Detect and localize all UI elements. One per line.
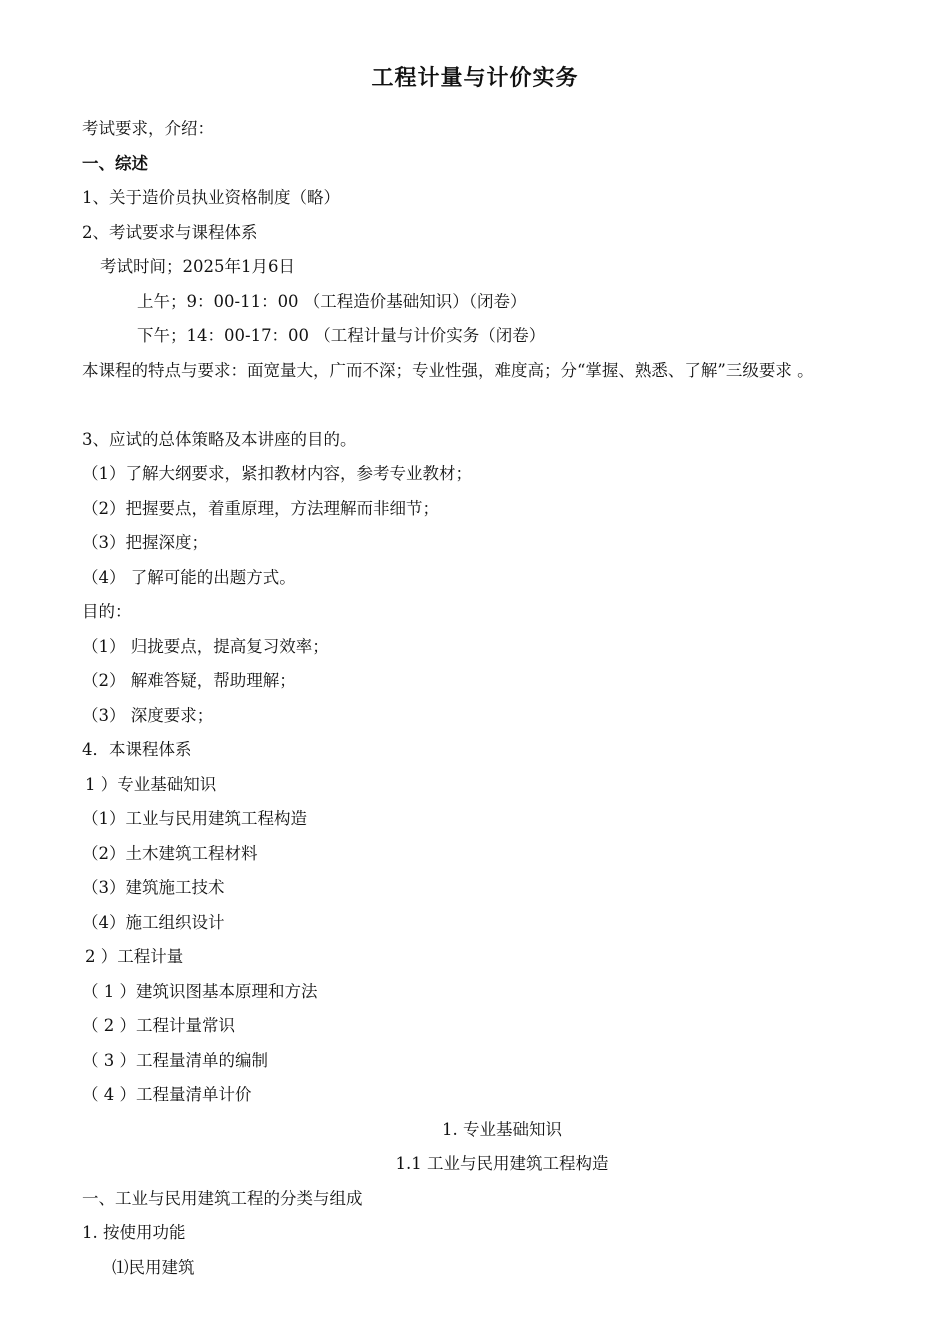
- list-item: （ 3 ）工程量清单的编制: [82, 1050, 268, 1070]
- list-item: （ 4 ）工程量清单计价: [82, 1085, 252, 1104]
- list-item: 2 ）工程计量: [85, 947, 184, 966]
- course-features-line: 本课程的特点与要求：面宽量大，广而不深；专业性强，难度高；分“掌握、熟悉、了解”三级要求 。: [82, 360, 814, 380]
- text-line: 4．本课程体系: [82, 740, 192, 759]
- list-item: （3） 深度要求；: [82, 705, 214, 725]
- text-line: 一、工业与民用建筑工程的分类与组成: [82, 1188, 363, 1208]
- subchapter-heading: 1.1 工业与民用建筑工程构造: [395, 1154, 609, 1173]
- text-line: 1、关于造价员执业资格制度（略）: [82, 188, 340, 207]
- section-heading-overview: 一、综述: [82, 153, 148, 173]
- list-item: （2）把握要点，着重原理，方法理解而非细节；: [82, 498, 439, 518]
- list-item: （4）施工组织设计: [82, 912, 225, 932]
- document-body: [82, 112, 942, 1285]
- list-item: （ 1 ）建筑识图基本原理和方法: [82, 981, 318, 1001]
- exam-date-line: 考试时间；2025年1月6日: [100, 257, 295, 276]
- list-item: （ 2 ）工程计量常识: [82, 1016, 235, 1035]
- list-item: 1 ）专业基础知识: [85, 774, 217, 794]
- list-item: （4） 了解可能的出题方式。: [82, 567, 296, 587]
- afternoon-schedule-line: 下午；14：00-17：00 （工程计量与计价实务（闭卷）: [137, 326, 546, 345]
- text-line: 2、考试要求与课程体系: [82, 222, 258, 242]
- list-item: （3）把握深度；: [82, 533, 208, 552]
- list-item: （1）工业与民用建筑工程构造: [82, 809, 307, 828]
- list-item: （1）了解大纲要求，紧扣教材内容，参考专业教材；: [82, 464, 472, 483]
- document-title: 工程计量与计价实务: [371, 66, 579, 91]
- text-line: 3、应试的总体策略及本讲座的目的。: [82, 429, 357, 449]
- chapter-heading: 1. 专业基础知识: [442, 1119, 562, 1139]
- list-item: （3）建筑施工技术: [82, 878, 225, 897]
- list-item: ⑴民用建筑: [112, 1257, 195, 1277]
- text-line: 目的：: [82, 602, 132, 621]
- morning-schedule-line: 上午；9：00-11：00 （工程造价基础知识）（闭卷）: [137, 291, 527, 311]
- list-item: （1） 归拢要点，提高复习效率；: [82, 636, 329, 656]
- blank-line: [82, 388, 942, 423]
- list-item: （2） 解难答疑，帮助理解；: [82, 671, 296, 690]
- list-item: （2）土木建筑工程材料: [82, 843, 258, 863]
- exam-intro-line: 考试要求，介绍：: [82, 119, 214, 138]
- text-line: 1. 按使用功能: [82, 1223, 186, 1242]
